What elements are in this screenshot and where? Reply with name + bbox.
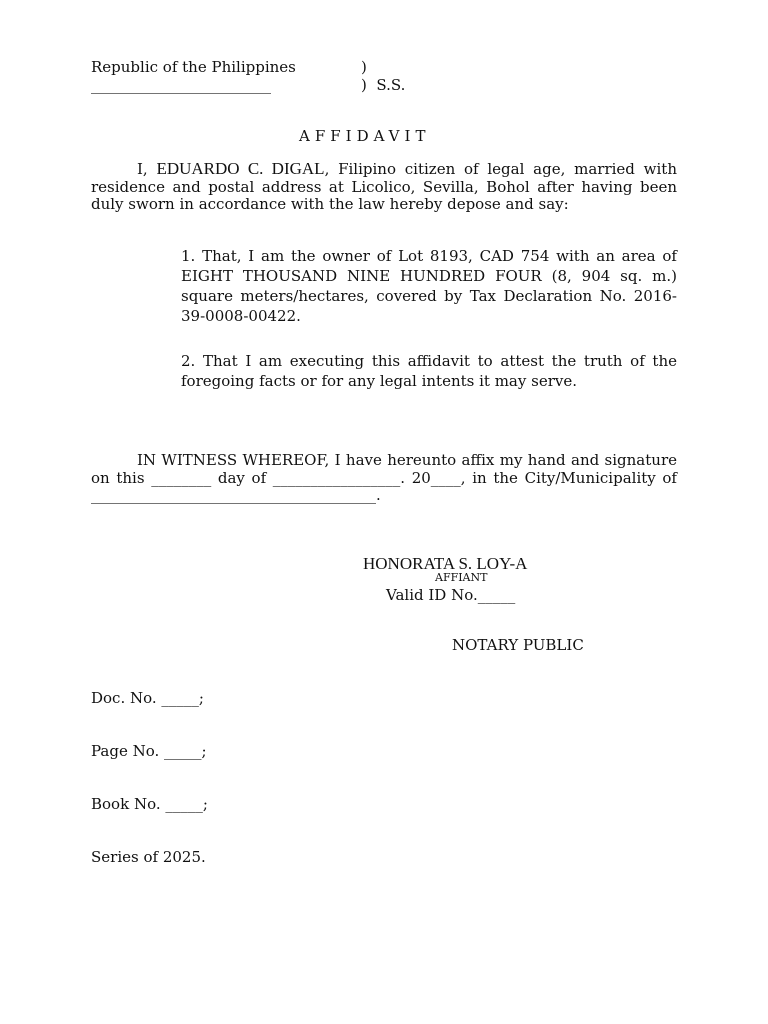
header-parenthesis: ) bbox=[361, 58, 367, 76]
notary-public-label: NOTARY PUBLIC bbox=[452, 636, 584, 654]
jurisdiction-label: Republic of the Philippines bbox=[91, 58, 296, 76]
ss-label: ) S.S. bbox=[361, 76, 406, 94]
valid-id-line: Valid ID No._____ bbox=[386, 586, 516, 604]
notarial-register bbox=[91, 654, 208, 902]
affiant-name: HONORATA S. LOY-A bbox=[363, 554, 528, 573]
intro-paragraph bbox=[91, 160, 677, 214]
affiant-label: AFFIANT bbox=[435, 571, 488, 584]
witness-paragraph: IN WITNESS WHEREOF, I have hereunto affix my hand and signature on this ________ day of _________________. 20____, in the City/Municipality of ______________________________________. bbox=[91, 451, 677, 504]
statement-item-2: 2. That I am executing this affidavit to attest the truth of the foregoing facts or for any legal intents it may serve. bbox=[181, 352, 677, 390]
series-year: Series of 2025. bbox=[91, 848, 206, 866]
book-no: Book No. _____; bbox=[91, 795, 208, 813]
document-title: AFFIDAVIT bbox=[299, 127, 431, 145]
intro-prefix: I, bbox=[137, 160, 157, 178]
doc-no: Doc. No. _____; bbox=[91, 689, 204, 707]
venue-blank-line: ________________________ bbox=[91, 76, 271, 94]
page-no: Page No. _____; bbox=[91, 742, 207, 760]
deponent-name: EDUARDO C. DIGAL bbox=[156, 159, 325, 178]
statement-item-1: 1. That, I am the owner of Lot 8193, CAD 754 with an area of EIGHT THOUSAND NINE HUNDRED FOUR (8, 904 sq. m.) square meters/hectares, covered by Tax Declaration No. 2016-39-0008-00422. bbox=[181, 247, 677, 325]
intro-text: , Filipino citizen of legal age, married with residence and postal address at Licolico, Sevilla, Bohol after having been duly sworn in accordance with the law hereby depose and say: bbox=[91, 160, 677, 213]
